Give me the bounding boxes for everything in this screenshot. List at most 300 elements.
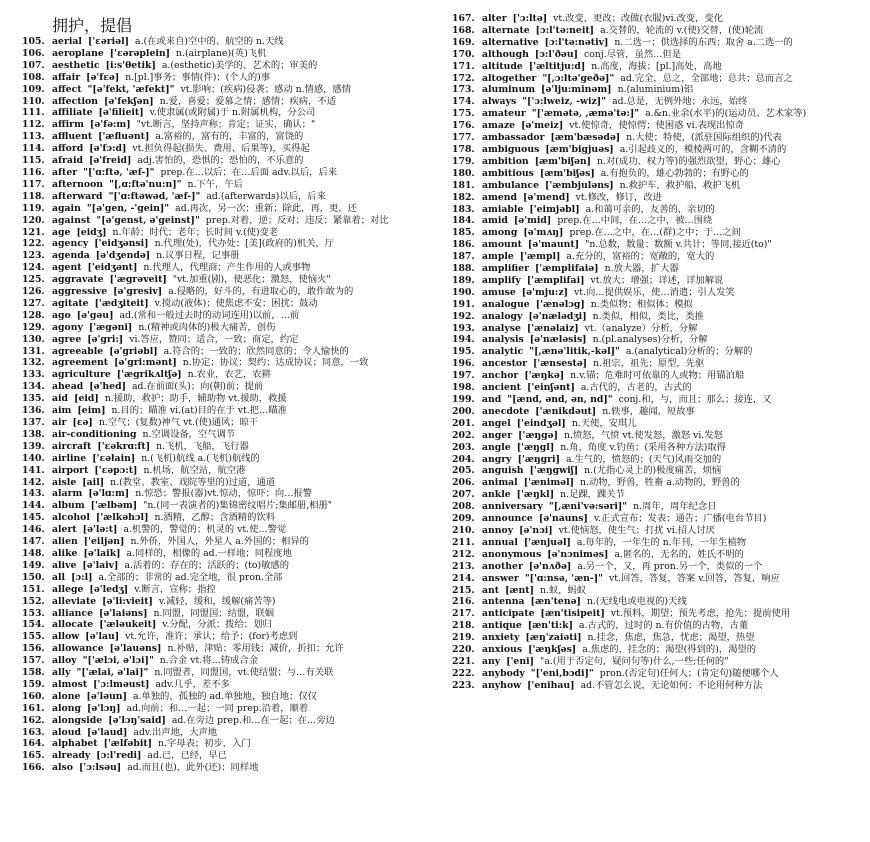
- definition: n.同盟者，同盟国，vt.使结盟；与…有关联: [154, 667, 334, 679]
- headword: any: [482, 655, 501, 667]
- vocab-entry: [452, 454, 857, 466]
- headword: affiliate: [52, 107, 93, 119]
- entry-number: 173.: [452, 84, 475, 96]
- vocab-entry: [452, 418, 857, 430]
- entry-number: 186.: [452, 239, 475, 251]
- phonetic: [ə'nɔi]: [519, 524, 553, 536]
- definition: ad.而且(也)，此外(还)；同样地: [127, 762, 259, 774]
- definition: a.富裕的，富有的，丰富的，富饶的: [155, 131, 304, 143]
- entry-number: 189.: [452, 274, 475, 286]
- vocab-entry: [452, 370, 857, 382]
- vocab-entry: [452, 668, 857, 680]
- entry-number: 162.: [22, 714, 45, 726]
- phonetic: ['æltitju:d]: [528, 60, 586, 72]
- definition: v.断言，宣称；指控: [134, 583, 216, 595]
- definition: n.目的；瞄准 vi.(at)目的在于 vt.把…瞄准: [111, 405, 287, 417]
- phonetic: ['ænəlaiz]: [526, 322, 579, 334]
- headword: amend: [482, 191, 518, 203]
- vocab-entry: [22, 84, 437, 96]
- entry-number: 142.: [22, 476, 45, 488]
- entry-number: 148.: [22, 547, 45, 559]
- vocab-entry: [452, 108, 857, 120]
- headword: also: [52, 762, 73, 774]
- vocab-entry: [452, 323, 857, 335]
- vocab-entry: [452, 13, 857, 25]
- headword: alliance: [52, 607, 93, 619]
- definition: n.高度，海拔；[pl.]高处，高地: [591, 60, 722, 72]
- vocab-entry: [452, 156, 857, 168]
- headword: alternate: [482, 24, 530, 36]
- vocab-entry: [22, 334, 437, 346]
- vocab-entry: [22, 655, 437, 667]
- vocab-entry: [452, 608, 857, 620]
- headword: ample: [482, 251, 514, 263]
- headword: anniversary: [482, 501, 543, 513]
- headword: already: [52, 750, 91, 762]
- entry-number: 180.: [452, 167, 475, 179]
- definition: a.每年的，一年生的 n.年刊，一年生植物: [576, 536, 747, 548]
- entry-number: 213.: [452, 560, 475, 572]
- headword: again: [52, 202, 81, 214]
- headword: altitude: [482, 60, 523, 72]
- phonetic: [ə'ledʒ]: [89, 583, 129, 595]
- phonetic: ['eni]: [506, 655, 535, 667]
- phonetic: [ə'nɔniməs]: [547, 548, 609, 560]
- headword: almost: [52, 678, 88, 690]
- phonetic: [ə'gri:mənt]: [114, 357, 177, 369]
- definition: n.外侨，外国人，外星人 a.外国的；相异的: [130, 536, 309, 548]
- definition: "vt.加重(剧)，使恶化；激怒，使恼火": [172, 274, 331, 286]
- vocab-entry: [452, 465, 857, 477]
- headword: album: [52, 500, 85, 512]
- definition: a.单独的，孤独的 ad.单独地，独自地；仅仅: [132, 690, 317, 702]
- vocab-entry: [452, 513, 857, 525]
- definition: n.(aluminium)铝: [617, 84, 694, 96]
- headword: ambitious: [482, 167, 534, 179]
- headword: aggressive: [52, 286, 108, 298]
- entry-number: 134.: [22, 381, 45, 393]
- headword: ambiguous: [482, 143, 540, 155]
- entry-number: 220.: [452, 644, 475, 656]
- entry-number: 187.: [452, 251, 475, 263]
- vocab-entry: [22, 679, 437, 691]
- definition: vt.影响；(疾病)侵袭；感动 n.情感，感情: [180, 83, 352, 95]
- definition: prep.在…中间，在…之中，被…围绕: [557, 215, 713, 227]
- vocab-entry: [452, 573, 857, 585]
- headword: alive: [52, 559, 77, 571]
- headword: agreement: [52, 357, 109, 369]
- definition: n.惊恐；警报(器)vt.惊动，惊吓；向…报警: [135, 488, 313, 500]
- definition: n.同盟，同盟国；结盟，联姻: [153, 607, 275, 619]
- phonetic: ['æŋgl]: [516, 441, 555, 453]
- headword: agent: [52, 262, 82, 274]
- entry-number: 211.: [452, 536, 475, 548]
- phonetic: "[,ɔ:ltə'geðə]": [542, 72, 615, 84]
- entry-number: 188.: [452, 263, 475, 275]
- vocab-entry: [22, 191, 437, 203]
- entry-number: 191.: [452, 298, 475, 310]
- phonetic: [ɛə]: [72, 417, 93, 428]
- entry-number: 205.: [452, 465, 475, 477]
- entry-number: 216.: [452, 596, 475, 608]
- phonetic: [ə'freid]: [88, 155, 132, 167]
- phonetic: [ə'laiv]: [82, 559, 119, 571]
- phonetic: ['æmplifai]: [526, 274, 585, 286]
- entry-number: 217.: [452, 608, 475, 620]
- headword: afterward: [52, 190, 103, 202]
- vocab-entry: [452, 442, 857, 454]
- headword: amplifier: [482, 263, 529, 275]
- headword: anxious: [482, 644, 523, 656]
- phonetic: ['ægrəveit]: [109, 274, 167, 286]
- vocab-entry: [22, 250, 437, 262]
- vocab-entry: [452, 49, 857, 61]
- entry-number: 150.: [22, 571, 45, 583]
- entry-number: 152.: [22, 595, 45, 607]
- headword: aircraft: [52, 440, 92, 452]
- entry-number: 143.: [22, 488, 45, 500]
- definition: v.正式宣布；发表；通告；广播(电台节目): [593, 513, 767, 525]
- phonetic: ['ɔ:lsəu]: [79, 762, 122, 774]
- phonetic: [ə'lju:minəm]: [541, 84, 612, 96]
- vocab-entry: [22, 536, 437, 548]
- definition: vt.使恼怒，使生气；打扰 vi.招人讨厌: [558, 524, 715, 536]
- headword: allow: [52, 631, 80, 643]
- definition: ad.再次，另一次；重新；除此，再，更，还: [175, 202, 357, 214]
- definition: n.(教堂、教室、戏院等里的)过道，通道: [110, 476, 276, 488]
- definition: vt.预料，期望；预先考虑，抢先；提前使用: [610, 608, 791, 620]
- entry-number: 157.: [22, 655, 45, 667]
- vocab-entry: [452, 299, 857, 311]
- headword: anticipate: [482, 608, 535, 620]
- headword: analyse: [482, 322, 521, 334]
- phonetic: [ə'mid]: [513, 215, 552, 227]
- entry-number: 177.: [452, 132, 475, 144]
- phonetic: ['æləukeit]: [99, 619, 157, 631]
- definition: n.协定；协议；契约；达成协议；同意，一致: [182, 357, 369, 369]
- headword: answer: [482, 572, 519, 584]
- entry-number: 164.: [22, 738, 45, 750]
- definition: n.愤怒，气愤 vt.使发怒，激怒 vi.发怒: [564, 429, 723, 441]
- entry-number: 126.: [22, 286, 45, 298]
- vocab-entry: [452, 585, 857, 597]
- definition: vt.放大；增强；详述，详加解说: [590, 274, 724, 286]
- headword: alter: [482, 13, 507, 24]
- phonetic: [ə'lɔŋ'said]: [108, 714, 166, 726]
- phonetic: [ɔ:l'tə:neit]: [535, 24, 595, 36]
- phonetic: "[,æni'və:səri]": [548, 501, 628, 513]
- definition: pron.(否定句)任何人；(肯定句)随便哪个人: [599, 667, 779, 679]
- phonetic: [ə'filieit]: [98, 107, 144, 119]
- definition: n.大使；特使，(派驻国际组织的)代表: [626, 132, 782, 144]
- vocab-entry: [452, 120, 857, 132]
- entry-number: 128.: [22, 309, 45, 321]
- entry-number: 118.: [22, 190, 45, 202]
- headword: allege: [52, 583, 84, 595]
- definition: vt.改变，更改；改做(衣服)vi.改变，变化: [553, 13, 723, 24]
- phonetic: ['ænsestə]: [533, 358, 588, 370]
- phonetic: [ə'gəu]: [76, 309, 114, 321]
- vocab-entry: [452, 346, 857, 358]
- definition: a.古代的，古老的，古式的: [580, 382, 692, 394]
- headword: among: [482, 227, 518, 239]
- entry-number: 125.: [22, 274, 45, 286]
- definition: n.动物，野兽，牲畜 a.动物的，野兽的: [580, 477, 740, 489]
- headword: ant: [482, 584, 500, 596]
- definition: n.字母表；初步，入门: [158, 738, 251, 750]
- entry-number: 200.: [452, 405, 475, 417]
- phonetic: [ə'fə:m]: [89, 119, 131, 131]
- definition: a.机警的，警觉的；机灵的 vt.使…警觉: [123, 524, 287, 536]
- entry-number: 144.: [22, 500, 45, 512]
- definition: a.全部的；非常的 ad.完全地，很 pron.全部: [98, 571, 283, 583]
- vocab-entry: [22, 369, 437, 381]
- vocab-entry: [22, 477, 437, 489]
- definition: prep.对着，逆；反对；违反；紧靠着；对比: [205, 214, 389, 226]
- entry-number: 198.: [452, 382, 475, 394]
- headword: announce: [482, 513, 533, 525]
- phonetic: [eim]: [77, 405, 106, 417]
- vocab-entry: [452, 132, 857, 144]
- headword: agriculture: [52, 369, 111, 381]
- vocab-entry: [22, 488, 437, 500]
- phonetic: ['ænikdəut]: [535, 405, 597, 417]
- entry-number: 132.: [22, 357, 45, 369]
- definition: n.蚁，蚂蚁: [540, 584, 587, 596]
- entry-number: 116.: [22, 166, 45, 178]
- vocab-entry: [22, 238, 437, 250]
- headword: aloud: [52, 726, 82, 738]
- phonetic: [æŋ'zaiəti]: [525, 632, 582, 644]
- definition: n.合金 vt.将…铸成合金: [159, 655, 259, 667]
- entry-number: 165.: [22, 750, 45, 762]
- definition: n.(airplane)(英)飞机: [176, 47, 267, 59]
- definition: n.周年，周年纪念日: [633, 501, 717, 513]
- phonetic: [ɔ:l'redi]: [96, 750, 142, 762]
- definition: n.挂念，焦虑，焦急，忧虑；渴望，热望: [587, 632, 755, 644]
- phonetic: [ə'fekʃən]: [104, 95, 154, 107]
- vocab-entry: [452, 84, 857, 96]
- phonetic: ['æŋgə]: [518, 429, 558, 441]
- vocab-entry: [22, 203, 437, 215]
- vocab-entry: [22, 72, 437, 84]
- entry-number: 119.: [22, 202, 45, 214]
- headword: alike: [52, 547, 78, 559]
- phonetic: [ə'mʌŋ]: [523, 227, 564, 239]
- entry-number: 223.: [452, 679, 475, 691]
- vocab-entry: [452, 644, 857, 656]
- headword: against: [52, 214, 91, 226]
- entry-number: 137.: [22, 417, 45, 428]
- entry-number: 202.: [452, 429, 475, 441]
- entry-number: 141.: [22, 464, 45, 476]
- entry-number: 154.: [22, 619, 45, 631]
- headword: amplify: [482, 274, 521, 286]
- headword: amaze: [482, 120, 516, 132]
- definition: n.对(成功、权力等)的强烈欲望，野心；雄心: [597, 155, 781, 167]
- entry-number: 135.: [22, 393, 45, 405]
- entry-number: 219.: [452, 632, 475, 644]
- headword: analogue: [482, 298, 530, 310]
- phonetic: ['eindʒəl]: [516, 417, 566, 429]
- entry-number: 136.: [22, 405, 45, 417]
- definition: adv.几乎，差不多: [155, 678, 230, 690]
- vocab-entry: [22, 48, 437, 60]
- vocab-entry: [452, 549, 857, 561]
- vocab-entry: [22, 131, 437, 143]
- phonetic: [ɔ:l'tə:nətiv]: [544, 36, 609, 48]
- headword: anger: [482, 429, 513, 441]
- phonetic: ['æmplifaiə]: [535, 263, 599, 275]
- definition: prep.在…之中，在…(群)之中；于…之间: [569, 227, 741, 239]
- definition: "n.(同一表演者的)集锦密纹唱片;集邮册,相册": [143, 500, 333, 512]
- entry-number: 121.: [22, 226, 45, 238]
- vocab-entry: [22, 381, 437, 393]
- entry-number: 114.: [22, 143, 45, 155]
- headword: amuse: [482, 286, 516, 298]
- headword: and: [482, 394, 502, 405]
- definition: conj.和，与，而且；那么；接连，又: [618, 394, 772, 405]
- headword: aid: [52, 393, 69, 405]
- phonetic: ['eidʒənt]: [87, 262, 138, 274]
- phonetic: [i:s'θetik]: [105, 59, 156, 71]
- definition: conj.尽管，虽然…但是: [584, 48, 682, 60]
- headword: anguish: [482, 465, 524, 477]
- entry-number: 196.: [452, 358, 475, 370]
- vocab-entry: [22, 691, 437, 703]
- phonetic: ['æfluənt]: [98, 131, 150, 143]
- phonetic: "['ælai, ə'lai]": [76, 667, 149, 679]
- vocab-entry: [22, 310, 437, 322]
- vocab-entry: [22, 750, 437, 762]
- definition: n.二选一；供选择的东西；取舍 a.二选一的: [614, 36, 793, 48]
- headword: affect: [52, 83, 82, 95]
- definition: n.爱，喜爱；爱慕之情；感情；疾病，不适: [159, 95, 336, 107]
- entry-number: 113.: [22, 131, 45, 143]
- headword: antenna: [482, 596, 525, 608]
- definition: ad.在旁边 prep.和…在一起；在…旁边: [171, 714, 335, 726]
- entry-number: 109.: [22, 83, 45, 95]
- headword: ancestor: [482, 358, 527, 370]
- definition: "n.总数，数量；数额 v.共计；等同,接近(to)": [585, 239, 772, 251]
- vocab-entry: [22, 631, 437, 643]
- entry-number: 199.: [452, 394, 475, 405]
- entry-number: 106.: [22, 47, 45, 59]
- entry-number: 117.: [22, 178, 45, 190]
- vocab-entry: [452, 311, 857, 323]
- headword: aerial: [52, 36, 82, 47]
- definition: n.类似物；相似体；模拟: [590, 298, 693, 310]
- headword: anonymous: [482, 548, 542, 560]
- phonetic: [ə'dʒendə]: [95, 250, 151, 262]
- phonetic: [ɔ:l'ðəu]: [534, 48, 578, 60]
- vocab-entry: [452, 251, 857, 263]
- definition: n.救护车，救护船，救护飞机: [619, 179, 741, 191]
- definition: n.祖宗，祖先；原型，先驱: [593, 358, 705, 370]
- vocab-entry: [452, 406, 857, 418]
- phonetic: [ə'gresiv]: [113, 286, 163, 298]
- vocab-entry: [22, 643, 437, 655]
- phonetic: [ə'lə:t]: [82, 524, 118, 536]
- headword: anxiety: [482, 632, 520, 644]
- headword: aluminum: [482, 84, 536, 96]
- entry-number: 127.: [22, 297, 45, 309]
- vocab-entry: [22, 500, 437, 512]
- headword: altogether: [482, 72, 537, 84]
- headword: allowance: [52, 643, 104, 655]
- definition: vt.使惊奇，使惊愕；使困惑 vi.表现出惊奇: [569, 120, 745, 132]
- headword: afternoon: [52, 178, 104, 190]
- definition: n.空调设备，空气调节: [142, 428, 236, 440]
- phonetic: [ə'ləun]: [86, 690, 127, 702]
- headword: agency: [52, 238, 89, 250]
- vocab-entry: [452, 394, 857, 406]
- vocab-entry: [22, 227, 437, 239]
- definition: n.(尤指心灵上的)极度痛苦，烦恼: [584, 465, 722, 477]
- definition: v.分配，分派；拨给；划归: [162, 619, 272, 631]
- definition: ad.已，已经，早已: [147, 750, 227, 762]
- entry-number: 184.: [452, 215, 475, 227]
- vocab-entry: [452, 489, 857, 501]
- phonetic: [ə'lauəns]: [109, 643, 162, 655]
- entry-number: 151.: [22, 583, 45, 595]
- phonetic: [æn'tisipeit]: [540, 608, 605, 620]
- headword: ally: [52, 667, 71, 679]
- phonetic: ['ægəni]: [88, 321, 133, 333]
- entry-number: 145.: [22, 512, 45, 524]
- headword: affirm: [52, 119, 84, 131]
- headword: angry: [482, 453, 512, 465]
- vocab-entry: [22, 417, 437, 429]
- phonetic: "[ə'fekt, 'æfekt]": [87, 83, 175, 95]
- entry-number: 166.: [22, 762, 45, 774]
- vocab-entry: [22, 405, 437, 417]
- definition: a.和蔼可亲的，友善的，亲切的: [585, 203, 715, 215]
- vocab-entry: [22, 346, 437, 358]
- entry-number: 120.: [22, 214, 45, 226]
- phonetic: ['ægrikʌltʃə]: [116, 369, 182, 381]
- definition: a.(在或来自)空中的、航空的 n.天线: [135, 36, 284, 47]
- vocab-entry: [22, 107, 437, 119]
- definition: a.活着的；存在的；活跃的；(to)敏感的: [124, 559, 290, 571]
- headword: airport: [52, 464, 89, 476]
- definition: n.酒精，乙醇；含酒精的饮料: [154, 512, 275, 524]
- entry-number: 215.: [452, 584, 475, 596]
- vocab-entry: [22, 36, 437, 48]
- entry-number: 190.: [452, 286, 475, 298]
- phonetic: "[,ænə'litik,-kəl]": [529, 346, 620, 358]
- entry-number: 185.: [452, 227, 475, 239]
- headword: agreeable: [52, 345, 104, 357]
- definition: a.&n.业余(水平)的(运动员、艺术家等): [645, 108, 807, 120]
- definition: vt.修改，修订，改进: [575, 191, 662, 203]
- entry-number: 209.: [452, 513, 475, 525]
- entry-number: 156.: [22, 643, 45, 655]
- vocab-entry: [22, 155, 437, 167]
- phonetic: [ə'lɔŋ]: [87, 702, 121, 714]
- definition: a.(analytical)分析的；分解的: [625, 346, 753, 358]
- phonetic: ['ænəlɔg]: [535, 298, 585, 310]
- definition: n.代理人，代理商；产生作用的人或事物: [143, 262, 311, 274]
- vocab-entry: [22, 560, 437, 572]
- definition: a.另一个，又，再 pron.另一个，类似的一个: [577, 560, 763, 572]
- definition: v.减轻，缓和，缓解(痛苦等): [158, 595, 276, 607]
- definition: vt.允许，准许；承认；给予；(for)考虑到: [125, 631, 298, 643]
- phonetic: "['ælɔi, ə'lɔi]": [82, 655, 154, 667]
- vocab-entry: [22, 524, 437, 536]
- phonetic: ['æŋkʃəs]: [528, 644, 577, 656]
- phonetic: ['æŋkl]: [516, 489, 555, 501]
